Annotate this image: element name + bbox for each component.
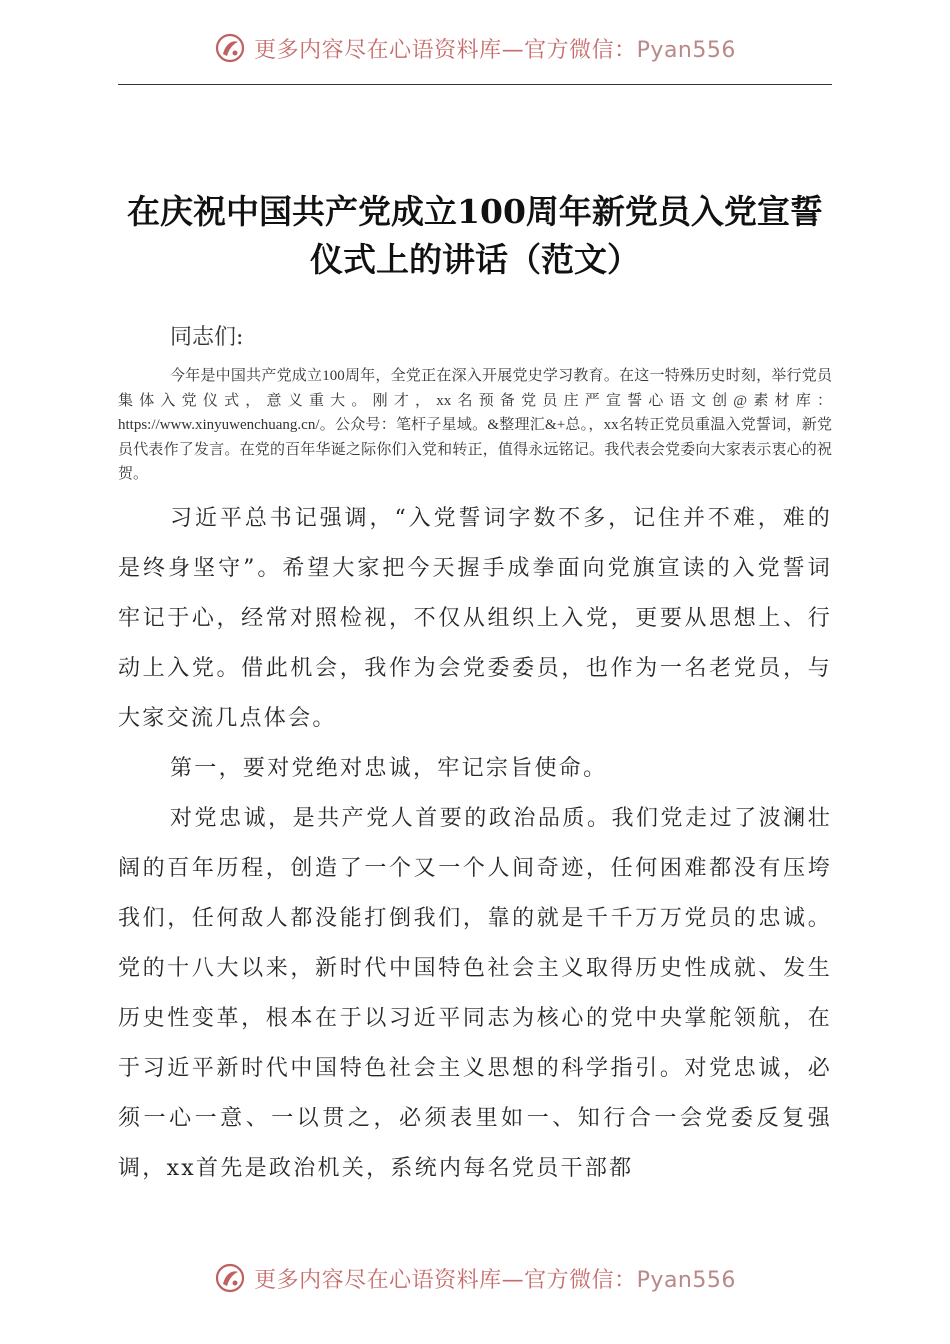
- logo-icon: [214, 32, 246, 64]
- footer-banner-text: [254, 1263, 736, 1294]
- footer-wechat-id: Pyan556: [636, 1267, 736, 1293]
- footer-banner-main-text: 更多内容尽在心语资料库—官方微信：: [254, 1267, 637, 1293]
- document-body: [118, 494, 832, 1194]
- header-banner-main-text: 更多内容尽在心语资料库—官方微信：: [254, 37, 637, 63]
- header-banner-content: [214, 32, 736, 64]
- header-wechat-id: Pyan556: [636, 37, 736, 63]
- header-banner: [0, 28, 950, 68]
- logo-icon: [214, 1262, 246, 1294]
- body-paragraph: 对党忠诚，是共产党人首要的政治品质。我们党走过了波澜壮阔的百年历程，创造了一个又一个人间奇迹，任何困难都没有压垮我们，任何敌人都没能打倒我们，靠的就是千千万万党员的忠诚。党的十八大以来，新时代中国特色社会主义取得历史性成就、发生历史性变革，根本在于以习近平同志为核心的党中央掌舵领航，在于习近平新时代中国特色社会主义思想的科学指引。对党忠诚，必须一心一意、一以贯之，必须表里如一、知行合一会党委反复强调，xx首先是政治机关，系统内每名党员干部都: [118, 806, 832, 1181]
- header-banner-text: [254, 33, 736, 64]
- greeting: 同志们:: [170, 325, 244, 350]
- body-paragraph: 习近平总书记强调，“入党誓词字数不多，记住并不难，难的是终身坚守”。希望大家把今天握手成拳面向党旗宣读的入党誓词牢记于心，经常对照检视，不仅从组织上入党，更要从思想上、行动上入党。借此机会，我作为会党委委员，也作为一名老党员，与大家交流几点体会。: [118, 506, 832, 731]
- footer-banner: [0, 1258, 950, 1298]
- document-title: 在庆祝中国共产党成立100周年新党员入党宣誓仪式上的讲话（范文）: [127, 192, 823, 279]
- footer-banner-content: [214, 1262, 736, 1294]
- header-divider: [118, 84, 832, 85]
- intro-paragraph: 今年是中国共产党成立100周年，全党正在深入开展党史学习教育。在这一特殊历史时刻，举行党员集体入党仪式，意义重大。刚才，xx名预备党员庄严宣誓心语文创@素材库：https://www.xinyuwenchuang.cn/。公众号：笔杆子星域。&整理汇&+总。，xx名转正党员重温入党誓词，新党员代表作了发言。在党的百年华诞之际你们入党和转正，值得永远铭记。我代表会党委向大家表示衷心的祝贺。: [118, 368, 832, 482]
- section-heading: 第一，要对党绝对忠诚，牢记宗旨使命。: [170, 756, 608, 781]
